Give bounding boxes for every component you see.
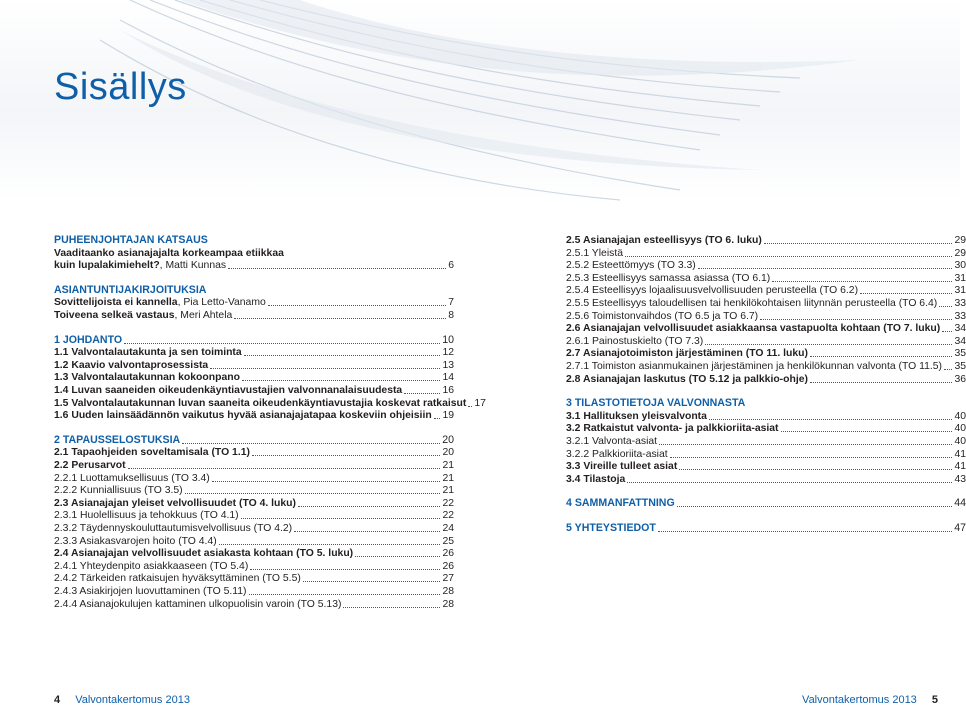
toc-entry-title: 2.4 Asianajajan velvollisuudet asiakasta kohtaan (TO 5. luku): [54, 548, 354, 560]
toc-page-number: 21: [442, 460, 454, 471]
toc-page-number: 40: [954, 436, 966, 447]
toc-page-number: 13: [442, 359, 454, 371]
toc-entry: [566, 335, 966, 348]
toc-entry-title: 4 SAMMANFATTNING: [566, 497, 675, 510]
toc-entry-author: , Meri Ahtela: [174, 310, 233, 321]
toc-entry: [54, 384, 454, 397]
dot-leader: [212, 481, 441, 482]
publication-title-right: Valvontakertomus 2013: [802, 694, 917, 706]
toc-entry-title: kuin lupalakimiehelt?: [54, 260, 160, 272]
toc-page-number: 41: [954, 448, 966, 460]
toc-entry-title: 3.3 Vireille tulleet asiat: [566, 461, 678, 473]
dot-leader: [242, 380, 441, 381]
toc-page-number: 14: [442, 372, 454, 384]
toc-entry-title: 1.1 Valvontalautakunta ja sen toiminta: [54, 347, 242, 359]
toc-entry: [54, 459, 454, 472]
toc-entry-author: , Matti Kunnas: [159, 260, 227, 272]
toc-entry: [566, 234, 966, 247]
page-number-left: 4: [54, 694, 61, 706]
toc-page-number: 34: [954, 323, 966, 335]
toc-entry: [54, 259, 454, 272]
dot-leader: [944, 369, 952, 370]
toc-entry: [566, 310, 966, 323]
toc-page-number: 28: [442, 586, 454, 597]
toc-page-number: 6: [448, 260, 454, 272]
toc-entry: [54, 560, 454, 573]
toc-entry: [566, 322, 966, 335]
toc-entry-title: 2.4.2 Tärkeiden ratkaisujen hyväksyttäminen (TO 5.5): [54, 573, 301, 585]
toc-entry: [54, 522, 454, 535]
toc-page-number: 26: [442, 548, 454, 560]
dot-leader: [252, 455, 440, 456]
toc-entry: [54, 535, 454, 548]
dot-leader: [679, 469, 952, 470]
toc-entry: [54, 598, 454, 611]
toc-entry: [566, 272, 966, 285]
toc-entry-title: 2.4.3 Asiakirjojen luovuttaminen (TO 5.11): [54, 586, 247, 597]
toc-entry: [566, 347, 966, 360]
dot-leader: [781, 431, 953, 432]
dot-leader: [210, 368, 440, 369]
toc-page-number: 43: [954, 473, 966, 485]
toc-heading: [54, 334, 454, 347]
dot-leader: [659, 444, 952, 445]
toc-entry-title: 2 TAPAUSSELOSTUKSIA: [54, 433, 181, 446]
toc-page-number: 30: [954, 260, 966, 272]
footer-right: [802, 694, 938, 706]
dot-leader: [709, 419, 953, 420]
toc-page-number: 33: [954, 298, 966, 309]
toc-entry-title: 2.3.3 Asiakasvarojen hoito (TO 4.4): [54, 535, 217, 547]
toc-entry-title: 2.6.1 Painostuskielto (TO 7.3): [566, 335, 704, 347]
toc-page-number: 19: [442, 410, 454, 422]
toc-page-number: 27: [442, 573, 454, 585]
toc-page-number: 21: [442, 472, 454, 484]
toc-entry-title: 2.2.1 Luottamuksellisuus (TO 3.4): [54, 472, 210, 484]
toc-page-number: 29: [954, 235, 966, 246]
toc-page-number: 25: [442, 535, 454, 547]
toc-entry-title: 2.5.6 Toimistonvaihdos (TO 6.5 ja TO 6.7): [566, 310, 759, 322]
toc-entry-title: 3.2.1 Valvonta-asiat: [566, 436, 658, 447]
toc-entry-title: 2.7 Asianajotoimiston järjestäminen (TO 11. luku): [566, 348, 808, 360]
toc-entry-title: 1.5 Valvontalautakunnan luvan saaneita oikeudenkäyntiavustajia koskevat ratkaisut: [54, 397, 467, 409]
publication-title-left: Valvontakertomus 2013: [75, 694, 190, 706]
dot-leader: [939, 306, 952, 307]
toc-page-number: 22: [442, 510, 454, 522]
toc-page-number: 40: [954, 410, 966, 422]
toc-page-number: 21: [442, 485, 454, 497]
toc-entry-title: 2.3 Asianajajan yleiset velvollisuudet (TO 4. luku): [54, 497, 296, 509]
dot-leader: [298, 506, 440, 507]
toc-entry-title: 2.8 Asianajajan laskutus (TO 5.12 ja palkkio-ohje): [566, 373, 808, 385]
toc-entry: [54, 296, 454, 309]
toc-page-number: 40: [954, 423, 966, 435]
toc-entry: [54, 409, 454, 422]
dot-leader: [228, 268, 446, 269]
toc-entry-title: 2.5 Asianajajan esteellisyys (TO 6. luku): [566, 235, 762, 246]
toc-entry: [566, 460, 966, 473]
toc-entry: [566, 259, 966, 272]
dot-leader: [764, 243, 953, 244]
toc-entry: [54, 397, 486, 410]
toc-entry-title: 3.4 Tilastoja: [566, 473, 626, 485]
dot-leader: [219, 544, 441, 545]
toc-entry: [54, 572, 454, 585]
toc-entry-title: 2.2 Perusarvot: [54, 460, 126, 471]
toc-entry: [566, 247, 966, 260]
toc-entry: [54, 247, 454, 260]
toc-entry: [54, 309, 454, 322]
toc-entry: [566, 284, 966, 297]
toc-entry: [54, 446, 454, 459]
toc-entry-title: 2.7.1 Toimiston asianmukainen järjestäminen ja henkilökunnan valvonta (TO 11.5): [566, 361, 943, 372]
toc-entry-title: 1.3 Valvontalautakunnan kokoonpano: [54, 372, 240, 384]
toc-page-number: 12: [442, 347, 454, 359]
toc-entry: [54, 371, 454, 384]
toc-entry: [54, 484, 454, 497]
toc-entry: [54, 547, 454, 560]
toc-entry-title: 1.6 Uuden lainsäädännön vaikutus hyvää asianajajatapaa koskeviin ohjeisiin: [54, 410, 432, 422]
toc-page-number: 31: [954, 285, 966, 297]
toc-entry-author: , Pia Letto-Vanamo: [177, 297, 266, 309]
dot-leader: [810, 356, 953, 357]
toc-page-number: 10: [442, 333, 454, 346]
toc-entry-title: 2.6 Asianajajan velvollisuudet asiakkaansa vastapuolta kohtaan (TO 7. luku): [566, 323, 941, 335]
dot-leader: [268, 305, 446, 306]
toc-entry: [566, 360, 966, 373]
toc-page-number: 34: [954, 335, 966, 347]
toc-entry: [566, 373, 966, 386]
toc-page-number: 33: [954, 310, 966, 322]
toc-heading: [54, 284, 454, 297]
dot-leader: [185, 493, 441, 494]
toc-page-number: 16: [442, 385, 454, 396]
page-title: Sisällys: [54, 66, 187, 108]
toc-entry: [566, 297, 966, 310]
toc-page-number: 35: [954, 348, 966, 360]
toc-page-number: 28: [442, 598, 454, 610]
toc-page-number: 35: [954, 361, 966, 372]
dot-leader: [404, 393, 440, 394]
toc-entry-title: 2.5.4 Esteellisyys lojaalisuusvelvollisuuden perusteella (TO 6.2): [566, 285, 859, 297]
toc-entry-title: 2.3.1 Huolellisuus ja tehokkuus (TO 4.1): [54, 510, 239, 522]
toc-entry-title: 1.2 Kaavio valvontaprosessista: [54, 359, 209, 371]
toc-entry-title: Sovittelijoista ei kannella: [54, 297, 178, 309]
toc-page-number: 26: [442, 560, 454, 572]
toc-page-number: 7: [448, 297, 454, 309]
toc-entry-title: 2.5.5 Esteellisyys taloudellisen tai henkilökohtaisen liitynnän perusteella (TO 6.4): [566, 298, 938, 309]
dot-leader: [942, 331, 952, 332]
header-band: [0, 0, 960, 200]
dot-leader: [670, 457, 953, 458]
dot-leader: [234, 318, 446, 319]
toc-entry-title: 3.2 Ratkaistut valvonta- ja palkkioriita-asiat: [566, 423, 779, 435]
toc-entry-title: 1 JOHDANTO: [54, 333, 123, 346]
dot-leader: [124, 343, 440, 344]
toc-entry: [566, 473, 966, 486]
toc-entry: [566, 422, 966, 435]
toc-entry: [54, 359, 454, 372]
toc-heading: [566, 397, 966, 410]
toc-page-number: 20: [442, 447, 454, 459]
toc-page-number: 24: [442, 523, 454, 534]
toc-page-number: 47: [954, 522, 966, 534]
toc-entry: [54, 585, 454, 598]
toc-entry-title: 2.3.2 Täydennyskouluttautumisvelvollisuus (TO 4.2): [54, 523, 293, 534]
dot-leader: [434, 418, 441, 419]
toc-entry-title: 3.2.2 Palkkioriita-asiat: [566, 448, 668, 460]
dot-leader: [182, 443, 440, 444]
dot-leader: [294, 531, 440, 532]
dot-leader: [128, 468, 441, 469]
toc-entry: [54, 509, 454, 522]
toc-entry: [566, 410, 966, 423]
dot-leader: [468, 406, 472, 407]
toc-entry-title: 2.2.2 Kunniallisuus (TO 3.5): [54, 485, 183, 497]
toc-entry-title: 2.5.3 Esteellisyys samassa asiassa (TO 6.1): [566, 272, 771, 284]
toc-page-number: 36: [954, 373, 966, 385]
toc-entry: [54, 346, 454, 359]
dot-leader: [810, 382, 952, 383]
toc-page-number: 31: [954, 272, 966, 284]
toc-heading: [54, 434, 454, 447]
toc-page-number: 20: [442, 433, 454, 446]
dot-leader: [355, 556, 440, 557]
toc-entry-title: ASIANTUNTIJAKIRJOITUKSIA: [54, 283, 207, 296]
toc-entry-title: 2.4.4 Asianajokulujen kattaminen ulkopuolisin varoin (TO 5.13): [54, 598, 342, 610]
toc-page-number: 17: [474, 397, 486, 409]
toc-entry-title: PUHEENJOHTAJAN KATSAUS: [54, 234, 208, 246]
toc-entry-title: 3.1 Hallituksen yleisvalvonta: [566, 410, 707, 422]
toc-page-number: 8: [448, 310, 454, 321]
dot-leader: [244, 355, 441, 356]
dot-leader: [698, 268, 953, 269]
dot-leader: [343, 607, 440, 608]
toc-heading: [54, 234, 454, 247]
dot-leader: [625, 256, 952, 257]
toc-entry-title: 2.1 Tapaohjeiden soveltamisala (TO 1.1): [54, 447, 250, 459]
dot-leader: [250, 569, 440, 570]
toc-page-number: 41: [954, 461, 966, 473]
dot-leader: [760, 319, 952, 320]
toc-entry: [566, 448, 966, 461]
dot-leader: [241, 518, 441, 519]
dot-leader: [860, 293, 952, 294]
toc-page-number: 29: [954, 247, 966, 259]
toc-entry-title: 3 TILASTOTIETOJA VALVONNASTA: [566, 397, 746, 410]
dot-leader: [627, 482, 952, 483]
toc-entry: [54, 472, 454, 485]
toc-entry: [566, 435, 966, 448]
toc-entry-title: 1.4 Luvan saaneiden oikeudenkäyntiavustajien valvonnanalaisuudesta: [54, 385, 403, 396]
toc-page-number: 22: [442, 497, 454, 509]
dot-leader: [677, 506, 953, 507]
dot-leader: [772, 281, 952, 282]
dot-leader: [705, 344, 952, 345]
dot-leader: [658, 531, 952, 532]
page-number-right: 5: [931, 694, 938, 706]
dot-leader: [249, 594, 441, 595]
dot-leader: [303, 581, 441, 582]
toc-entry-title: 5 YHTEYSTIEDOT: [566, 522, 656, 534]
footer-left: [54, 694, 190, 706]
toc-entry-title: 2.4.1 Yhteydenpito asiakkaaseen (TO 5.4): [54, 560, 249, 572]
toc-heading: [566, 522, 966, 535]
toc-entry-title: 2.5.2 Esteettömyys (TO 3.3): [566, 260, 696, 272]
toc-entry-title: 2.5.1 Yleistä: [566, 247, 623, 259]
toc-entry: [54, 497, 454, 510]
toc-entry-title: Toiveena selkeä vastaus: [54, 310, 175, 321]
toc-entry-title: Vaaditaanko asianajajalta korkeampaa etiikkaa: [54, 247, 284, 259]
toc-heading: [566, 497, 966, 510]
toc-page-number: 44: [954, 497, 966, 510]
